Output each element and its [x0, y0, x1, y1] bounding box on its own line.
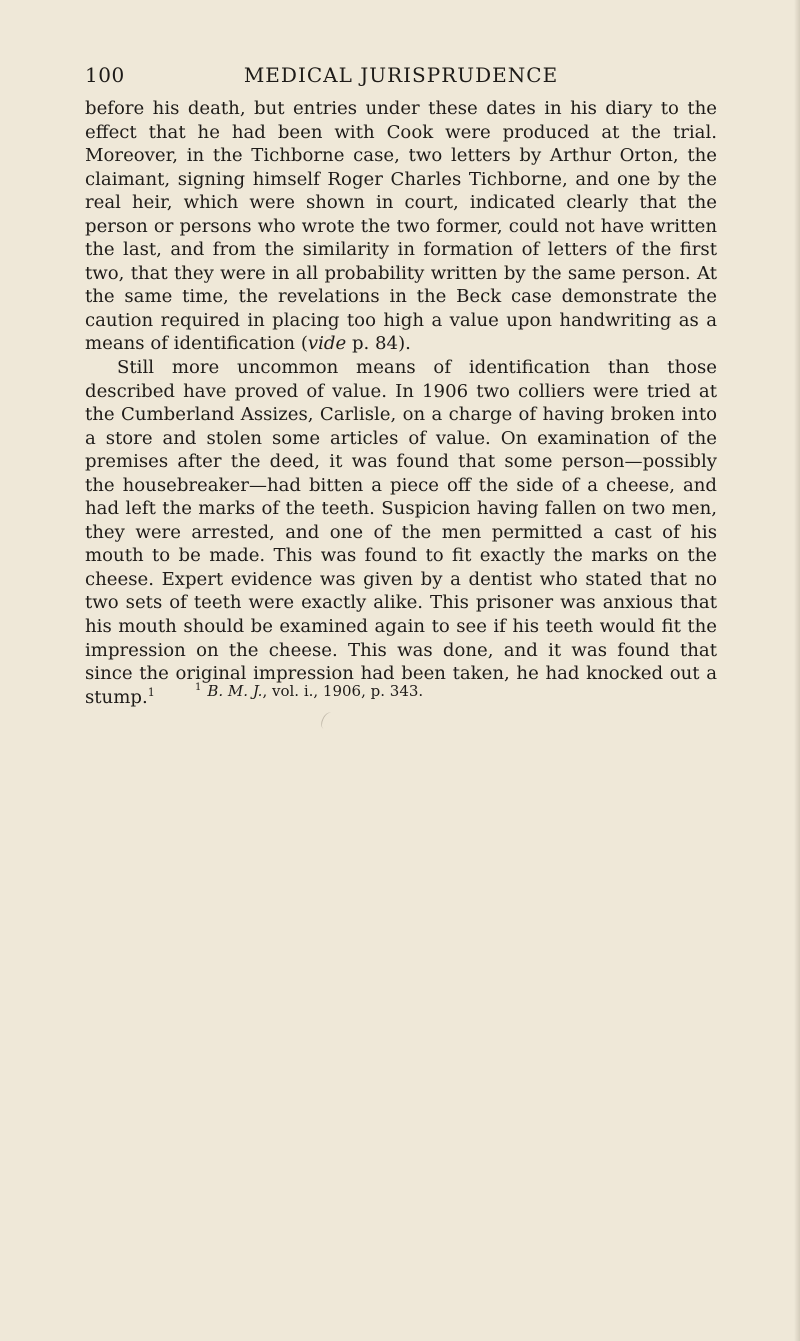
- paragraph-1-end: p. 84).: [346, 333, 411, 355]
- footnote-reference: 1: [147, 685, 155, 699]
- footnote-journal: B. M. J.: [207, 682, 263, 700]
- page-number: 100: [85, 63, 125, 87]
- vide-italic: vide: [307, 333, 347, 355]
- paragraph-2-text: Still more uncommon means of identification than those described have proved of value. In 1906 two colliers were tried at the Cumberland Assizes, Carlisle, on a charge of having broken into a store and stolen some articles of value. On examination of the premises after the deed, it was found that some person—possibly the housebreaker—had bitten a piece off the side of a cheese, and had left the marks of the teeth. Suspicion having fallen on two men, they were arrested, and one of the men permitted a cast of his mouth to be made. This was found to fit exactly the marks on the cheese. Expert evidence was given by a dentist who stated that no two sets of teeth were exactly alike. This prisoner was anxious that his mouth should be examined again to see if his teeth would fit the impression on the cheese. This was done, and it was found that since the original impression had been taken, he had knocked out a stump.: [85, 357, 717, 708]
- paragraph-1: [85, 97, 717, 356]
- paragraph-1-text: before his death, but entries under these dates in his diary to the effect that he had been with Cook were produced at the trial. Moreover, in the Tichborne case, two letters by Arthur Orton, the claimant, signing himself Roger Charles Tichborne, and one by the real heir, which were shown in court, indicated clearly that the person or persons who wrote the two former, could not have written the last, and from the similarity in formation of letters of the first two, that they were in all probability written by the same person. At the same time, the revelations in the Beck case demonstrate the caution required in placing too high a value upon handwriting as a means of identification (: [85, 98, 717, 355]
- paper-mark: [319, 711, 337, 732]
- body-text: [85, 97, 717, 709]
- footnote: [195, 681, 715, 701]
- footnote-citation: , vol. i., 1906, p. 343.: [262, 682, 424, 700]
- running-title: MEDICAL JURISPRUDENCE: [243, 63, 559, 87]
- paragraph-2: [85, 356, 717, 709]
- page-edge-shadow: [794, 0, 800, 1341]
- footnote-mark: 1: [195, 682, 202, 693]
- page-header: [85, 60, 717, 90]
